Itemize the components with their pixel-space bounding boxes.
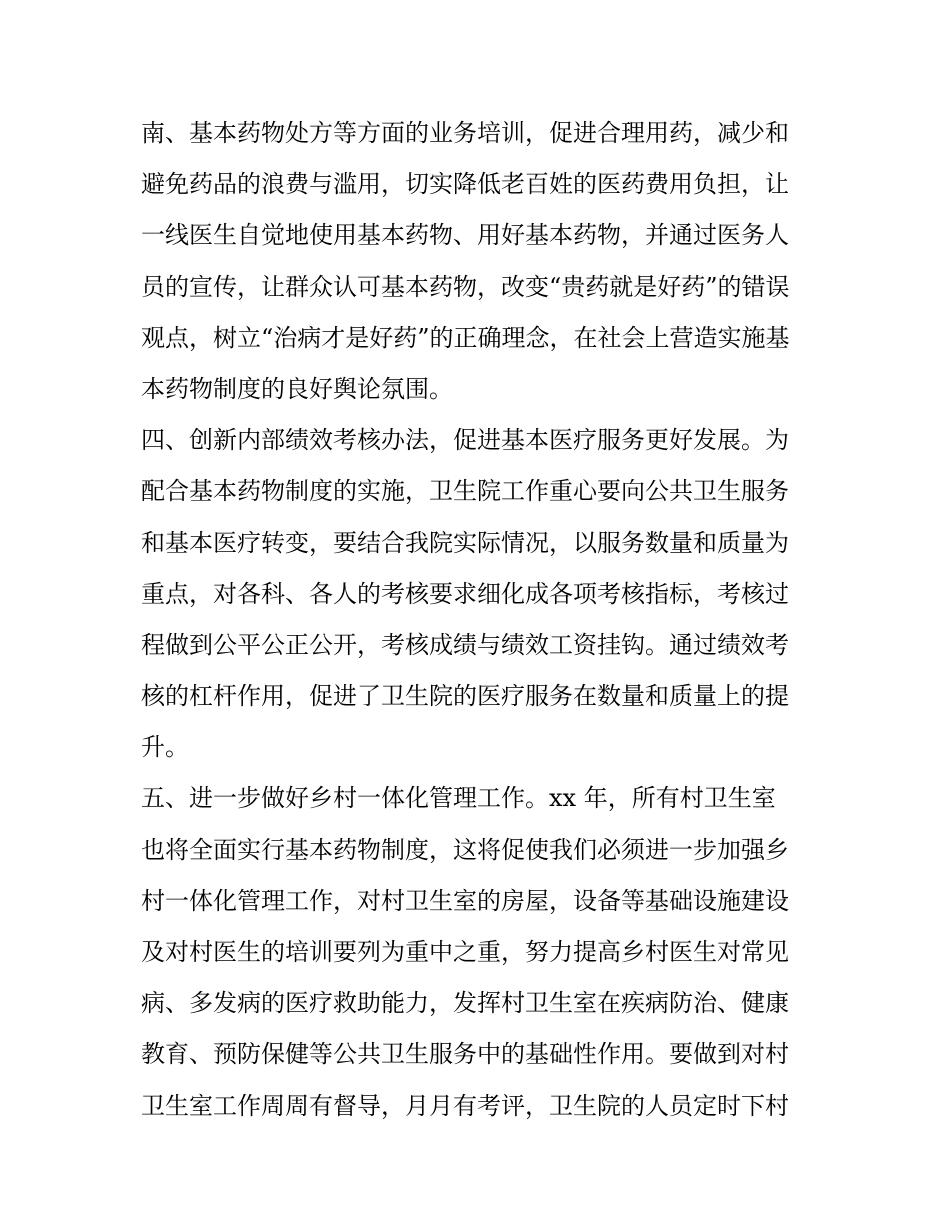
text-line: 本药物制度的良好舆论氛围。 (141, 374, 453, 403)
text-line: 核的杠杆作用，促进了卫生院的医疗服务在数量和质量上的提 (141, 682, 789, 711)
body-text (141, 108, 821, 1132)
text-line: 避免药品的浪费与滥用，切实降低老百姓的医药费用负担，让 (141, 170, 789, 199)
text-line: 和基本医疗转变，要结合我院实际情况，以服务数量和质量为 (141, 528, 789, 557)
text-line: 一线医生自觉地使用基本药物、用好基本药物，并通过医务人 (141, 221, 789, 250)
text-line: 配合基本药物制度的实施，卫生院工作重心要向公共卫生服务 (141, 477, 789, 506)
text-line: 观点，树立“治病才是好药”的正确理念，在社会上营造实施基 (141, 323, 790, 352)
text-line: 卫生室工作周周有督导，月月有考评，卫生院的人员定时下村 (141, 1091, 789, 1120)
text-line: 四、创新内部绩效考核办法，促进基本医疗服务更好发展。为 (141, 426, 789, 455)
text-line: 教育、预防保健等公共卫生服务中的基础性作用。要做到对村 (141, 1040, 789, 1069)
text-line: 程做到公平公正公开，考核成绩与绩效工资挂钩。通过绩效考 (141, 630, 789, 659)
text-line: 重点，对各科、各人的考核要求细化成各项考核指标，考核过 (141, 579, 789, 608)
text-line: 升。 (141, 733, 189, 762)
text-line: 南、基本药物处方等方面的业务培训，促进合理用药，减少和 (141, 119, 789, 147)
text-line: 员的宣传，让群众认可基本药物，改变“贵药就是好药”的错误 (141, 272, 790, 301)
text-line: 也将全面实行基本药物制度，这将促使我们必须进一步加强乡 (141, 835, 789, 864)
text-line: 及对村医生的培训要列为重中之重，努力提高乡村医生对常见 (141, 938, 789, 966)
text-line: 病、多发病的医疗救助能力，发挥村卫生室在疾病防治、健康 (141, 989, 789, 1018)
text-line: 村一体化管理工作，对村卫生室的房屋，设备等基础设施建设 (141, 886, 789, 915)
text-line: 五、进一步做好乡村一体化管理工作。xx 年，所有村卫生室 (141, 784, 776, 813)
